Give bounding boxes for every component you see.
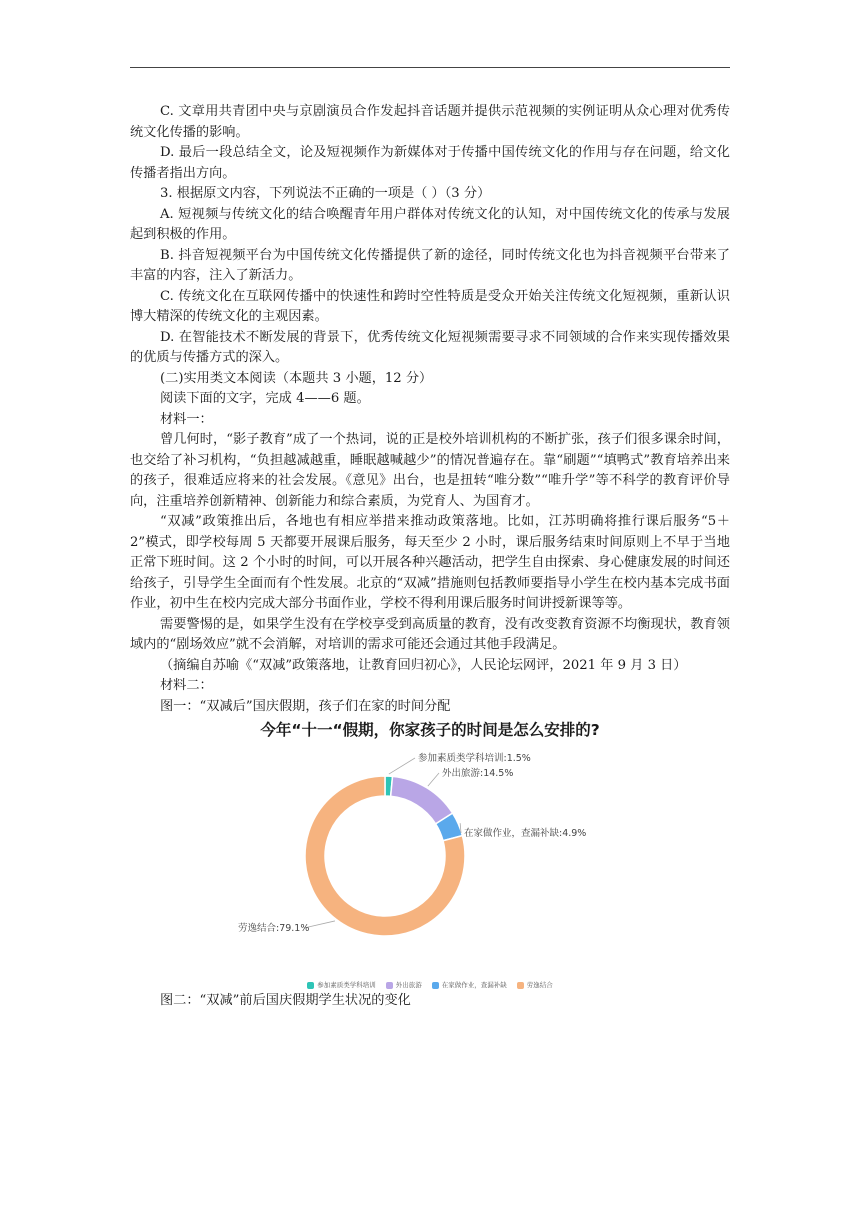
source-citation: （摘编自苏喻《“双减”政策落地，让教育回归初心》，人民论坛网评，2021 年 9 月 3 日） [160,657,687,673]
chart-title: 今年“十一“假期，你家孩子的时间是怎么安排的? [260,721,600,739]
donut-chart [130,741,730,979]
legend-swatch-0 [307,982,314,989]
leader-line-1 [428,773,439,786]
material-one-label: 材料一： [160,411,213,427]
option-d-paragraph: D. 最后一段总结全文，论及短视频作为新媒体对于传播中国传统文化的作用与存在问题，给文化传播者指出方向。 [130,145,730,181]
legend-swatch-3 [517,982,524,989]
legend-label-2: 在家做作业，查漏补缺 [441,981,507,989]
page-content [130,102,730,1012]
data-label-3: 劳逸结合:79.1% [238,923,310,934]
material-two-label: 材料二： [160,678,213,693]
donut-chart-svg [130,741,730,979]
reading-instruction: 阅读下面的文字，完成 4——6 题。 [160,391,370,406]
legend-label-0: 参加素质类学科培训 [317,981,376,989]
legend-item-3 [517,979,553,991]
q3-option-a: A. 短视频与传统文化的结合唤醒青年用户群体对传统文化的认知，对中国传统文化的传承与发展起到积极的作用。 [130,206,730,242]
figure-2-caption: 图二：“双减”前后国庆假期学生状况的变化 [160,993,411,1008]
data-label-0: 参加素质类学科培训:1.5% [418,753,531,764]
data-label-2: 在家做作业，查漏补缺:4.9% [464,828,587,839]
q3-option-c: C. 传统文化在互联网传播中的快速性和跨时空性特质是受众开始关注传统文化短视频，重新认识博大精深的传统文化的主观因素。 [130,288,730,324]
leader-line-0 [389,758,415,774]
figure-1-caption: 图一：“双减后”国庆假期，孩子们在家的时间分配 [160,698,451,714]
q3-option-b: B. 抖音短视频平台为中国传统文化传播提供了新的途径，同时传统文化也为抖音视频平台带来了丰富的内容，注入了新活力。 [130,247,730,283]
section-heading: (二)实用类文本阅读（本题共 3 小题，12 分） [160,370,433,386]
material-one-para-2: “双减”政策推出后，各地也有相应举措来推动政策落地。比如，江苏明确将推行课后服务“5＋2”模式，即学校每周 5 天都要开展课后服务，每天至少 2 小时，课后服务结束时间原则上不早于当地正常下班时间。这 2 个小时的时间，可以开展各种兴趣活动，把学生自由探索、身心健康发展的时间还给孩子，引导学生全面而有个性发展。北京的“双减”措施则包括教师要指导小学生在校内基本完成书面作业，初中生在校内完成大部分书面作业，学校不得利用课后服务时间讲授新课等等。 [130,514,730,611]
material-one-para-3: 需要警惕的是，如果学生没有在学校享受到高质量的教育，没有改变教育资源不均衡现状，教育领域内的“剧场效应”就不会消解，对培训的需求可能还会通过其他手段满足。 [130,616,730,652]
data-label-1: 外出旅游:14.5% [442,768,514,779]
q3-option-d: D. 在智能技术不断发展的背景下，优秀传统文化短视频需要寻求不同领域的合作来实现传播效果的优质与传播方式的深入。 [130,329,730,365]
question-3: 3. 根据原文内容，下列说法不正确的一项是（ ）（3 分） [160,186,491,201]
header-rule [130,67,730,68]
legend-item-0 [307,979,376,991]
legend-swatch-2 [432,982,439,989]
chart-legend [130,979,730,991]
material-one-para-1: 曾几何时，“影子教育”成了一个热词，说的正是校外培训机构的不断扩张，孩子们很多课余时间，也交给了补习机构，“负担越减越重，睡眠越喊越少”的情况普遍存在。靠“刷题”“填鸭式”教育培养出来的孩子，很难适应将来的社会发展。《意见》出台，也是扭转“唯分数”“唯升学”等不科学的教育评价导向，注重培养创新精神、创新能力和综合素质，为党育人、为国育才。 [130,432,730,509]
legend-item-1 [386,979,422,991]
legend-swatch-1 [386,982,393,989]
option-c-paragraph: C. 文章用共青团中央与京剧演员合作发起抖音话题并提供示范视频的实例证明从众心理对优秀传统文化传播的影响。 [130,104,730,140]
donut-slice-1 [391,776,453,823]
legend-item-2 [432,979,507,991]
legend-label-1: 外出旅游 [395,981,422,989]
legend-label-3: 劳逸结合 [526,981,553,989]
